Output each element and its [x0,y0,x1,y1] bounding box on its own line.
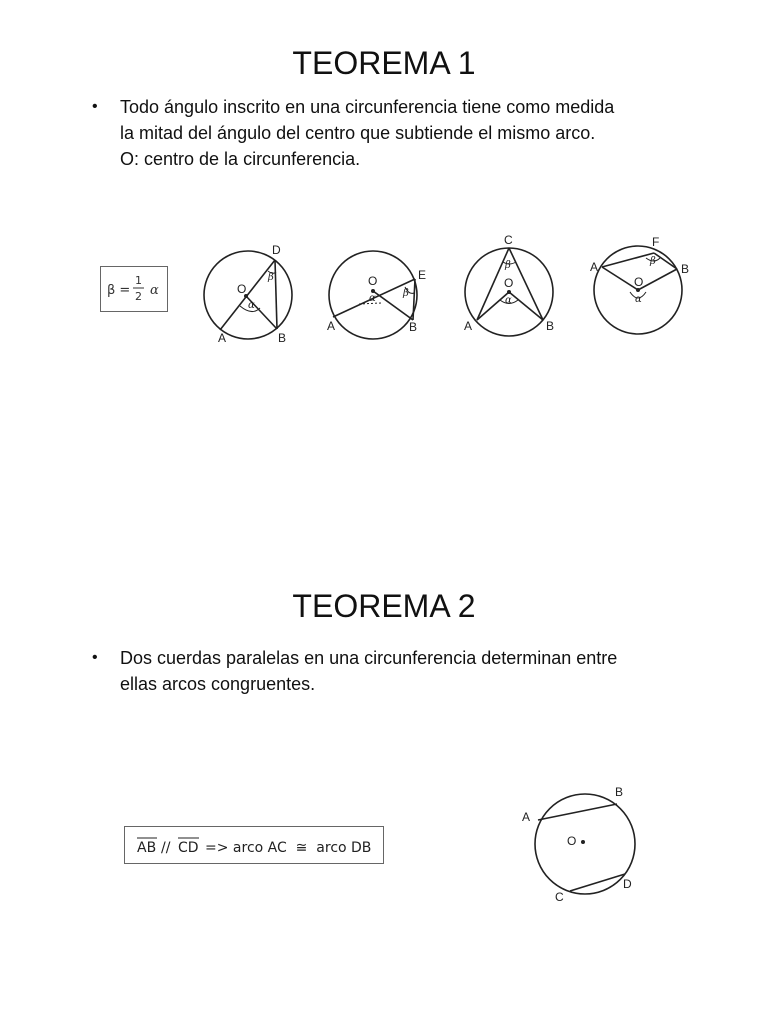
angle-beta: β [268,272,274,283]
center-label: O [634,275,644,289]
point-label: A [464,319,473,333]
center-label: O [504,276,514,290]
angle-beta: β [505,260,511,271]
angle-alpha: α [505,295,512,306]
center-label: O [368,274,378,288]
point-label: B [681,262,690,276]
point-label: F [652,235,660,249]
bullet-point: • [92,98,98,115]
formula-conclusion: => arco AC ≅ arco DB [205,840,372,856]
point-label: C [504,233,513,247]
angle-alpha: α [635,294,642,305]
point-label: E [418,268,427,282]
formula-parallel-chords [124,826,384,864]
point-label: D [272,243,281,257]
formula-lhs: β = [107,283,131,298]
point-label: A [327,319,336,333]
point-label: D [623,877,632,891]
statement-line: Todo ángulo inscrito en una circunferencia tiene como medida [120,97,615,117]
inscribed-angle-figure-3 [460,232,570,344]
statement-line: la mitad del ángulo del centro que subtiende el mismo arco. [120,123,596,143]
point-label: A [522,810,531,824]
formula-rhs: α [150,283,159,298]
segment-ab: AB [137,840,157,856]
angle-alpha: α [369,293,376,304]
point-label: B [615,785,624,799]
segment-cd: CD [178,840,199,856]
angle-beta: β [403,288,409,299]
point-label: A [218,331,227,345]
center-label: O [567,834,577,848]
point-label: B [278,331,287,345]
angle-beta: β [650,256,656,267]
point-label: C [555,890,564,904]
formula-numerator: 1 [135,274,142,287]
angle-alpha: α [248,300,255,311]
formula-beta-half-alpha [100,266,168,312]
point-label: A [590,260,599,274]
point-label: B [546,319,555,333]
theorem2-title: TEOREMA 2 [292,588,476,624]
bullet-point: • [92,649,98,666]
formula-denominator: 2 [135,290,142,303]
point-label: B [409,320,418,334]
statement-line: O: centro de la circunferencia. [120,149,361,169]
parallel-chords-figure [515,782,645,912]
theorem2-statement [92,645,692,699]
inscribed-angle-figure-4 [588,234,708,344]
theorem1-statement [92,94,692,174]
statement-line: Dos cuerdas paralelas en una circunferencia determinan entre [120,648,618,668]
inscribed-angle-figure-1 [200,242,300,352]
inscribed-angle-figure-2 [325,247,435,347]
statement-line: ellas arcos congruentes. [120,674,316,694]
theorem1-title: TEOREMA 1 [292,45,476,81]
parallel-symbol: // [161,840,171,856]
center-label: O [237,282,247,296]
